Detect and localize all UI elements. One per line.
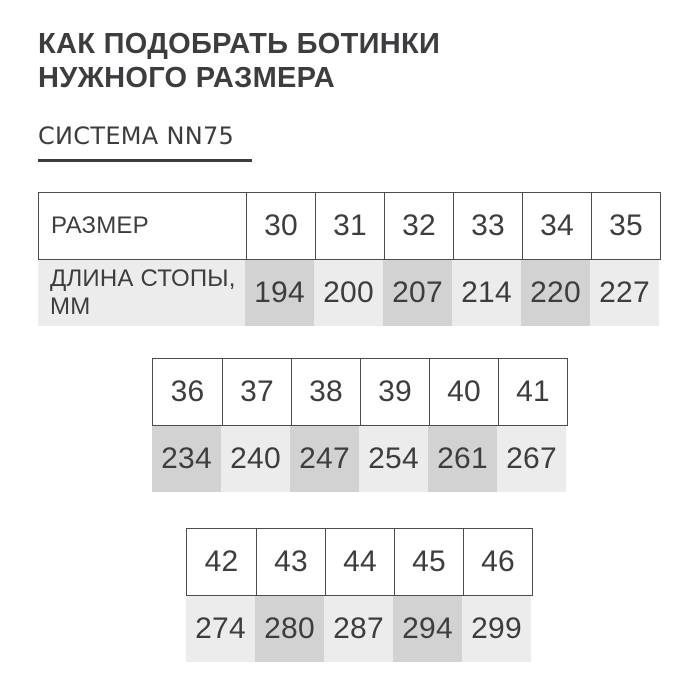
size-cell: 37: [222, 359, 291, 425]
foot-length-row-label: ДЛИНА СТОПЫ, ММ: [38, 260, 245, 326]
page-title-line2: НУЖНОГО РАЗМЕРА: [38, 62, 336, 94]
size-cell: 39: [360, 359, 429, 425]
size-cell: 38: [291, 359, 360, 425]
foot-length-cell: 280: [255, 596, 324, 662]
foot-length-cell: 194: [245, 260, 314, 326]
foot-length-row: [186, 596, 533, 662]
size-cell: 45: [394, 529, 463, 595]
foot-length-cell: 261: [428, 426, 497, 492]
foot-length-cell: 227: [590, 260, 659, 326]
foot-length-cell: 254: [359, 426, 428, 492]
foot-length-cell: 214: [452, 260, 521, 326]
size-cell: 30: [246, 193, 315, 259]
size-cell: 44: [325, 529, 394, 595]
size-cell: 34: [522, 193, 591, 259]
foot-length-cell: 207: [383, 260, 452, 326]
size-header-row: [186, 528, 533, 596]
size-cell: 33: [453, 193, 522, 259]
foot-length-row: [38, 260, 661, 326]
foot-length-cell: 274: [186, 596, 255, 662]
foot-length-cell: 234: [152, 426, 221, 492]
foot-length-row: [152, 426, 568, 492]
size-table-36-41: [152, 358, 568, 492]
size-cell: 31: [315, 193, 384, 259]
foot-length-cell: 267: [497, 426, 566, 492]
size-table-42-46: [186, 528, 533, 662]
size-cell: 41: [498, 359, 567, 425]
size-cell: 36: [170, 375, 205, 408]
foot-length-cell: 294: [393, 596, 462, 662]
size-row-label: РАЗМЕР: [51, 212, 149, 239]
subtitle-underline: [38, 159, 252, 162]
size-cell: 32: [384, 193, 453, 259]
foot-length-cell: 200: [314, 260, 383, 326]
size-table-30-35: [38, 192, 661, 326]
foot-length-cell: 240: [221, 426, 290, 492]
size-cell: 40: [429, 359, 498, 425]
foot-length-cell: 220: [521, 260, 590, 326]
foot-length-cell: 287: [324, 596, 393, 662]
size-cell: 46: [463, 529, 532, 595]
size-header-row: [152, 358, 568, 426]
size-cell: 42: [204, 545, 239, 578]
page-title-line1: КАК ПОДОБРАТЬ БОТИНКИ: [38, 28, 441, 60]
system-subtitle: СИСТЕМА NN75: [38, 122, 235, 150]
size-cell: 35: [591, 193, 660, 259]
page-title: [38, 27, 440, 95]
size-cell: 43: [256, 529, 325, 595]
size-header-row: [38, 192, 661, 260]
foot-length-cell: 247: [290, 426, 359, 492]
foot-length-cell: 299: [462, 596, 531, 662]
